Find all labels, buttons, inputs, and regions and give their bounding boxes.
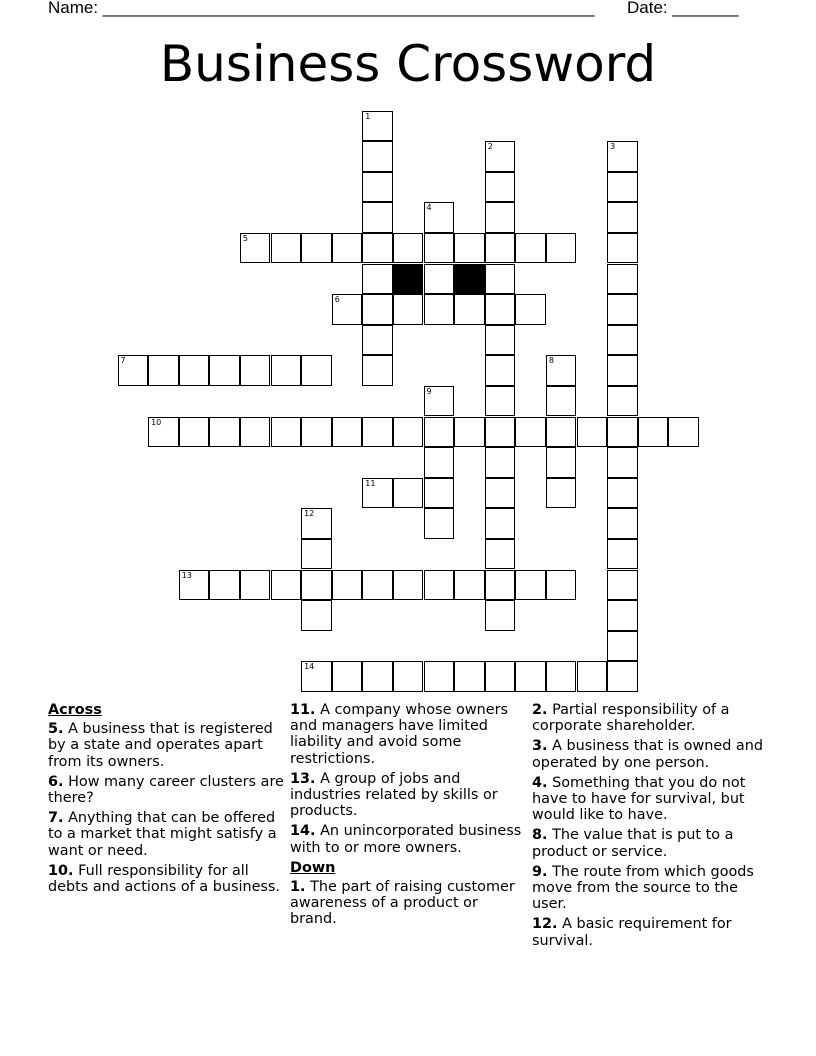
grid-cell[interactable] bbox=[332, 661, 363, 692]
grid-cell[interactable] bbox=[485, 478, 516, 509]
grid-cell[interactable] bbox=[424, 478, 455, 509]
grid-cell[interactable] bbox=[179, 417, 210, 448]
grid-cell[interactable] bbox=[607, 508, 638, 539]
grid-cell[interactable] bbox=[546, 570, 577, 601]
grid-cell[interactable] bbox=[607, 570, 638, 601]
grid-cell[interactable] bbox=[546, 478, 577, 509]
clue-text: A company whose owners and managers have limited liability and avoid some restrictions. bbox=[290, 702, 508, 767]
grid-cell[interactable] bbox=[424, 233, 455, 264]
grid-cell[interactable] bbox=[454, 294, 485, 325]
clue-number: 7. bbox=[48, 810, 64, 827]
grid-cell[interactable] bbox=[362, 570, 393, 601]
grid-cell[interactable] bbox=[271, 233, 302, 264]
clue-text: Anything that can be offered to a market that might satisfy a want or need. bbox=[48, 810, 277, 859]
grid-cell[interactable] bbox=[393, 478, 424, 509]
grid-cell[interactable] bbox=[607, 233, 638, 264]
grid-cell[interactable] bbox=[301, 600, 332, 631]
grid-cell[interactable] bbox=[148, 355, 179, 386]
grid-cell[interactable] bbox=[393, 233, 424, 264]
grid-cell[interactable] bbox=[607, 355, 638, 386]
cell-number: 3 bbox=[610, 142, 616, 152]
cell-number: 6 bbox=[334, 295, 340, 305]
clue-down-9 bbox=[532, 864, 772, 913]
clue-down-12 bbox=[532, 916, 772, 948]
clue-across-13 bbox=[290, 771, 526, 820]
grid-cell[interactable] bbox=[454, 233, 485, 264]
clue-number: 1. bbox=[290, 879, 306, 896]
name-field-label: Name: ____________________________________________________ bbox=[48, 0, 595, 17]
clue-across-7 bbox=[48, 810, 284, 859]
grid-cell[interactable] bbox=[424, 508, 455, 539]
grid-cell[interactable] bbox=[301, 233, 332, 264]
grid-cell[interactable] bbox=[454, 661, 485, 692]
cell-number: 5 bbox=[242, 233, 248, 243]
clue-number: 2. bbox=[532, 702, 548, 718]
grid-cell[interactable] bbox=[271, 417, 302, 448]
grid-cell[interactable] bbox=[546, 417, 577, 448]
grid-cell[interactable] bbox=[485, 202, 516, 233]
grid-cell[interactable] bbox=[240, 233, 271, 264]
grid-cell[interactable] bbox=[424, 570, 455, 601]
grid-cell[interactable] bbox=[240, 570, 271, 601]
clue-text: A group of jobs and industries related by skills or products. bbox=[290, 770, 498, 820]
clue-across-10 bbox=[48, 863, 284, 895]
grid-cell[interactable] bbox=[362, 294, 393, 325]
grid-cell[interactable] bbox=[546, 661, 577, 692]
cell-number: 7 bbox=[120, 356, 126, 366]
grid-cell[interactable] bbox=[424, 386, 455, 417]
grid-cell[interactable] bbox=[607, 600, 638, 631]
grid-cell[interactable] bbox=[485, 600, 516, 631]
cell-number: 11 bbox=[365, 478, 376, 488]
grid-cell[interactable] bbox=[209, 570, 240, 601]
clue-number: 6. bbox=[48, 773, 64, 790]
clue-text: The value that is put to a product or service. bbox=[532, 827, 734, 860]
clue-text: How many career clusters are there? bbox=[48, 773, 284, 807]
grid-cell[interactable] bbox=[362, 355, 393, 386]
cell-number: 2 bbox=[487, 142, 493, 152]
clue-down-8 bbox=[532, 827, 772, 859]
grid-cell[interactable] bbox=[485, 570, 516, 601]
grid-cell[interactable] bbox=[301, 570, 332, 601]
grid-cell[interactable] bbox=[301, 661, 332, 692]
clues-column-3 bbox=[532, 702, 772, 953]
grid-cell[interactable] bbox=[454, 417, 485, 448]
clue-text: A basic requirement for survival. bbox=[532, 916, 732, 949]
grid-cell[interactable] bbox=[607, 264, 638, 295]
grid-cell[interactable] bbox=[485, 325, 516, 356]
clue-number: 3. bbox=[532, 738, 548, 755]
grid-cell[interactable] bbox=[607, 202, 638, 233]
grid-cell[interactable] bbox=[546, 386, 577, 417]
grid-cell[interactable] bbox=[393, 570, 424, 601]
grid-cell[interactable] bbox=[362, 417, 393, 448]
down-heading: Down bbox=[290, 859, 336, 876]
cell-number: 9 bbox=[426, 386, 432, 396]
grid-cell[interactable] bbox=[393, 661, 424, 692]
grid-cell[interactable] bbox=[546, 355, 577, 386]
grid-cell[interactable] bbox=[607, 447, 638, 478]
clue-down-4 bbox=[532, 775, 772, 824]
grid-cell[interactable] bbox=[424, 417, 455, 448]
blocked-cell bbox=[393, 264, 424, 295]
grid-cell[interactable] bbox=[607, 631, 638, 662]
clue-down-3 bbox=[532, 738, 772, 770]
grid-cell[interactable] bbox=[332, 417, 363, 448]
grid-cell[interactable] bbox=[179, 570, 210, 601]
cell-number: 12 bbox=[304, 509, 315, 519]
grid-cell[interactable] bbox=[118, 355, 149, 386]
page-title: Business Crossword bbox=[159, 35, 657, 93]
grid-cell[interactable] bbox=[577, 417, 608, 448]
clue-number: 9. bbox=[532, 863, 548, 880]
grid-cell[interactable] bbox=[485, 447, 516, 478]
grid-cell[interactable] bbox=[424, 294, 455, 325]
clue-text: The part of raising customer awareness of a product or brand. bbox=[290, 879, 515, 928]
grid-cell[interactable] bbox=[485, 386, 516, 417]
clue-text: Something that you do not have to have for survival, but would like to have. bbox=[532, 774, 746, 824]
grid-cell[interactable] bbox=[546, 447, 577, 478]
grid-cell[interactable] bbox=[271, 355, 302, 386]
grid-cell[interactable] bbox=[485, 172, 516, 203]
grid-cell[interactable] bbox=[607, 294, 638, 325]
grid-cell[interactable] bbox=[515, 233, 546, 264]
grid-cell[interactable] bbox=[485, 294, 516, 325]
across-heading: Across bbox=[48, 702, 102, 718]
cell-number: 4 bbox=[426, 203, 432, 213]
grid-cell[interactable] bbox=[485, 141, 516, 172]
grid-cell[interactable] bbox=[607, 386, 638, 417]
clue-number: 10. bbox=[48, 862, 74, 879]
clue-number: 11. bbox=[290, 702, 316, 718]
grid-cell[interactable] bbox=[271, 570, 302, 601]
grid-cell[interactable] bbox=[485, 417, 516, 448]
clue-text: An unincorporated business with to or more owners. bbox=[290, 823, 522, 856]
grid-cell[interactable] bbox=[301, 539, 332, 570]
grid-cell[interactable] bbox=[607, 417, 638, 448]
cell-number: 10 bbox=[151, 417, 162, 427]
clue-text: Full responsibility for all debts and actions of a business. bbox=[48, 862, 280, 896]
grid-cell[interactable] bbox=[607, 172, 638, 203]
clue-number: 4. bbox=[532, 774, 548, 791]
grid-cell[interactable] bbox=[393, 417, 424, 448]
cell-number: 1 bbox=[365, 111, 371, 121]
clue-text: A business that is owned and operated by one person. bbox=[532, 738, 763, 771]
grid-cell[interactable] bbox=[301, 355, 332, 386]
clue-down-1 bbox=[290, 879, 526, 928]
clue-number: 14. bbox=[290, 823, 316, 840]
grid-cell[interactable] bbox=[515, 294, 546, 325]
grid-cell[interactable] bbox=[148, 417, 179, 448]
grid-cell[interactable] bbox=[362, 202, 393, 233]
clue-down-2 bbox=[532, 702, 772, 734]
grid-cell[interactable] bbox=[301, 508, 332, 539]
clue-across-6 bbox=[48, 774, 284, 806]
grid-cell[interactable] bbox=[240, 355, 271, 386]
clue-text: The route from which goods move from the source to the user. bbox=[532, 863, 754, 913]
grid-cell[interactable] bbox=[424, 661, 455, 692]
cell-number: 14 bbox=[304, 662, 315, 672]
grid-cell[interactable] bbox=[362, 325, 393, 356]
grid-cell[interactable] bbox=[362, 264, 393, 295]
grid-cell[interactable] bbox=[607, 141, 638, 172]
grid-cell[interactable] bbox=[485, 661, 516, 692]
grid-cell[interactable] bbox=[240, 417, 271, 448]
clue-number: 8. bbox=[532, 827, 548, 844]
grid-cell[interactable] bbox=[393, 294, 424, 325]
date-field-label: Date: _______ bbox=[627, 0, 739, 17]
grid-cell[interactable] bbox=[668, 417, 699, 448]
clues-column-1 bbox=[48, 702, 284, 899]
grid-cell[interactable] bbox=[485, 539, 516, 570]
blocked-cell bbox=[454, 264, 485, 295]
grid-cell[interactable] bbox=[485, 355, 516, 386]
grid-cell[interactable] bbox=[209, 355, 240, 386]
grid-cell[interactable] bbox=[607, 478, 638, 509]
clue-number: 5. bbox=[48, 721, 64, 738]
clue-across-14 bbox=[290, 823, 526, 855]
cell-number: 13 bbox=[181, 570, 192, 580]
grid-cell[interactable] bbox=[301, 417, 332, 448]
cell-number: 8 bbox=[548, 356, 554, 366]
grid-cell[interactable] bbox=[362, 478, 393, 509]
grid-cell[interactable] bbox=[485, 264, 516, 295]
grid-cell[interactable] bbox=[362, 661, 393, 692]
grid-cell[interactable] bbox=[179, 355, 210, 386]
grid-cell[interactable] bbox=[546, 233, 577, 264]
grid-cell[interactable] bbox=[332, 294, 363, 325]
clue-number: 13. bbox=[290, 770, 316, 787]
grid-cell[interactable] bbox=[362, 233, 393, 264]
grid-cell[interactable] bbox=[607, 539, 638, 570]
grid-cell[interactable] bbox=[454, 570, 485, 601]
grid-cell[interactable] bbox=[424, 264, 455, 295]
grid-cell[interactable] bbox=[332, 570, 363, 601]
grid-cell[interactable] bbox=[485, 233, 516, 264]
grid-cell[interactable] bbox=[515, 570, 546, 601]
clue-number: 12. bbox=[532, 916, 558, 933]
grid-cell[interactable] bbox=[362, 141, 393, 172]
grid-cell[interactable] bbox=[362, 111, 393, 142]
grid-cell[interactable] bbox=[362, 172, 393, 203]
grid-cell[interactable] bbox=[638, 417, 669, 448]
grid-cell[interactable] bbox=[332, 233, 363, 264]
clue-across-11 bbox=[290, 702, 526, 767]
grid-cell[interactable] bbox=[515, 417, 546, 448]
grid-cell[interactable] bbox=[424, 202, 455, 233]
grid-cell[interactable] bbox=[515, 661, 546, 692]
clues-column-2 bbox=[290, 702, 526, 932]
clue-text: A business that is registered by a state and operates apart from its owners. bbox=[48, 721, 273, 770]
clue-across-5 bbox=[48, 721, 284, 770]
grid-cell[interactable] bbox=[209, 417, 240, 448]
clue-text: Partial responsibility of a corporate shareholder. bbox=[532, 702, 730, 735]
grid-cell[interactable] bbox=[485, 508, 516, 539]
grid-cell[interactable] bbox=[607, 325, 638, 356]
grid-cell[interactable] bbox=[577, 661, 608, 692]
grid-cell[interactable] bbox=[424, 447, 455, 478]
grid-cell[interactable] bbox=[607, 661, 638, 692]
